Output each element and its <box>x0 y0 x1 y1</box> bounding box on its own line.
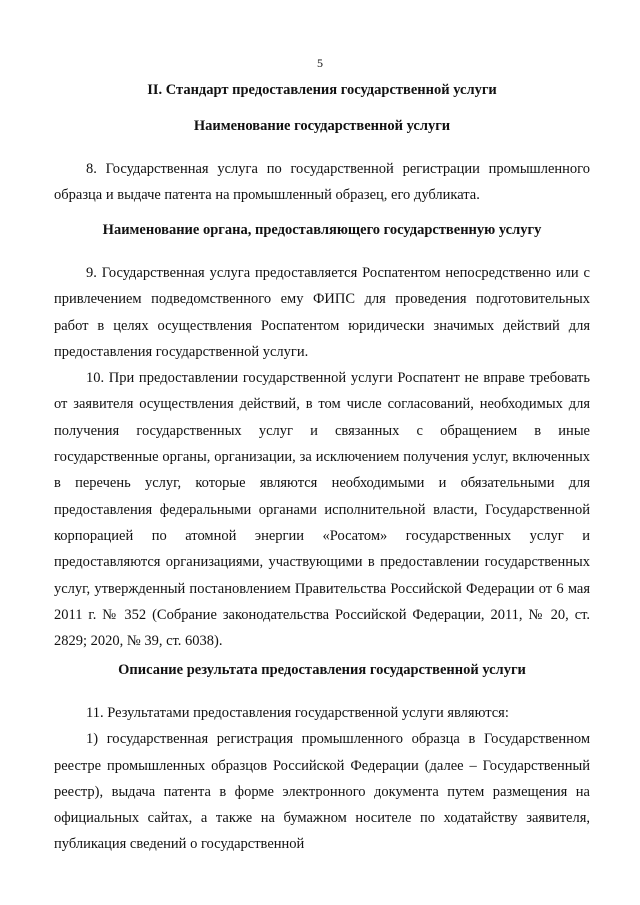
subsection-title-result: Описание результата предоставления государственной услуги <box>118 662 526 678</box>
subsection-title-service-name: Наименование государственной услуги <box>193 118 451 134</box>
page-number: 5 <box>317 56 323 70</box>
section-title: II. Стандарт предоставления государственной услуги <box>147 82 497 98</box>
paragraph-9: 9. Государственная услуга предоставляется Роспатентом непосредственно или с привлечением подведомственного ему ФИПС для проведения подготовительных работ в целях осуществления Роспатентом юридически значимых действий для предоставления государственной услуги. <box>54 265 590 360</box>
section-result <box>54 660 590 858</box>
paragraph-11-item-1: 1) государственная регистрация промышленного образца в Государственном реестре промышленных образцов Российской Федерации (далее – Государственный реестр), выдача патента в форме электронного документа путем размещения на официальных сайтах, а также на бумажном носителе по ходатайству заявителя, публикация сведений о государственной <box>54 731 590 853</box>
subsection-title-authority: Наименование органа, предоставляющего государственную услугу <box>102 222 542 238</box>
section-authority <box>54 220 590 654</box>
paragraph-11: 11. Результатами предоставления государственной услуги являются: <box>86 705 509 721</box>
paragraph-10: 10. При предоставлении государственной услуги Роспатент не вправе требовать от заявителя осуществления действий, в том числе согласований, необходимых для получения государственных услуг и связанных с обращением в иные государственные органы, организации, за исключением получения услуг, включенных в перечень услуг, которые являются необходимыми и обязательными для предоставления федеральными органами исполнительной власти, Государственной корпорацией по атомной энергии «Росатом» государственных услуг и предоставляются организациями, участвующими в предоставлении государственных услуг, утвержденный постановлением Правительства Российской Федерации от 6 мая 2011 г. № 352 (Собрание законодательства Российской Федерации, 2011, № 20, ст. 2829; 2020, № 39, ст. 6038). <box>54 370 590 650</box>
paragraph-8: 8. Государственная услуга по государственной регистрации промышленного образца и выдаче патента на промышленный образец, его дубликата. <box>54 161 590 204</box>
section-service-name <box>54 116 590 209</box>
